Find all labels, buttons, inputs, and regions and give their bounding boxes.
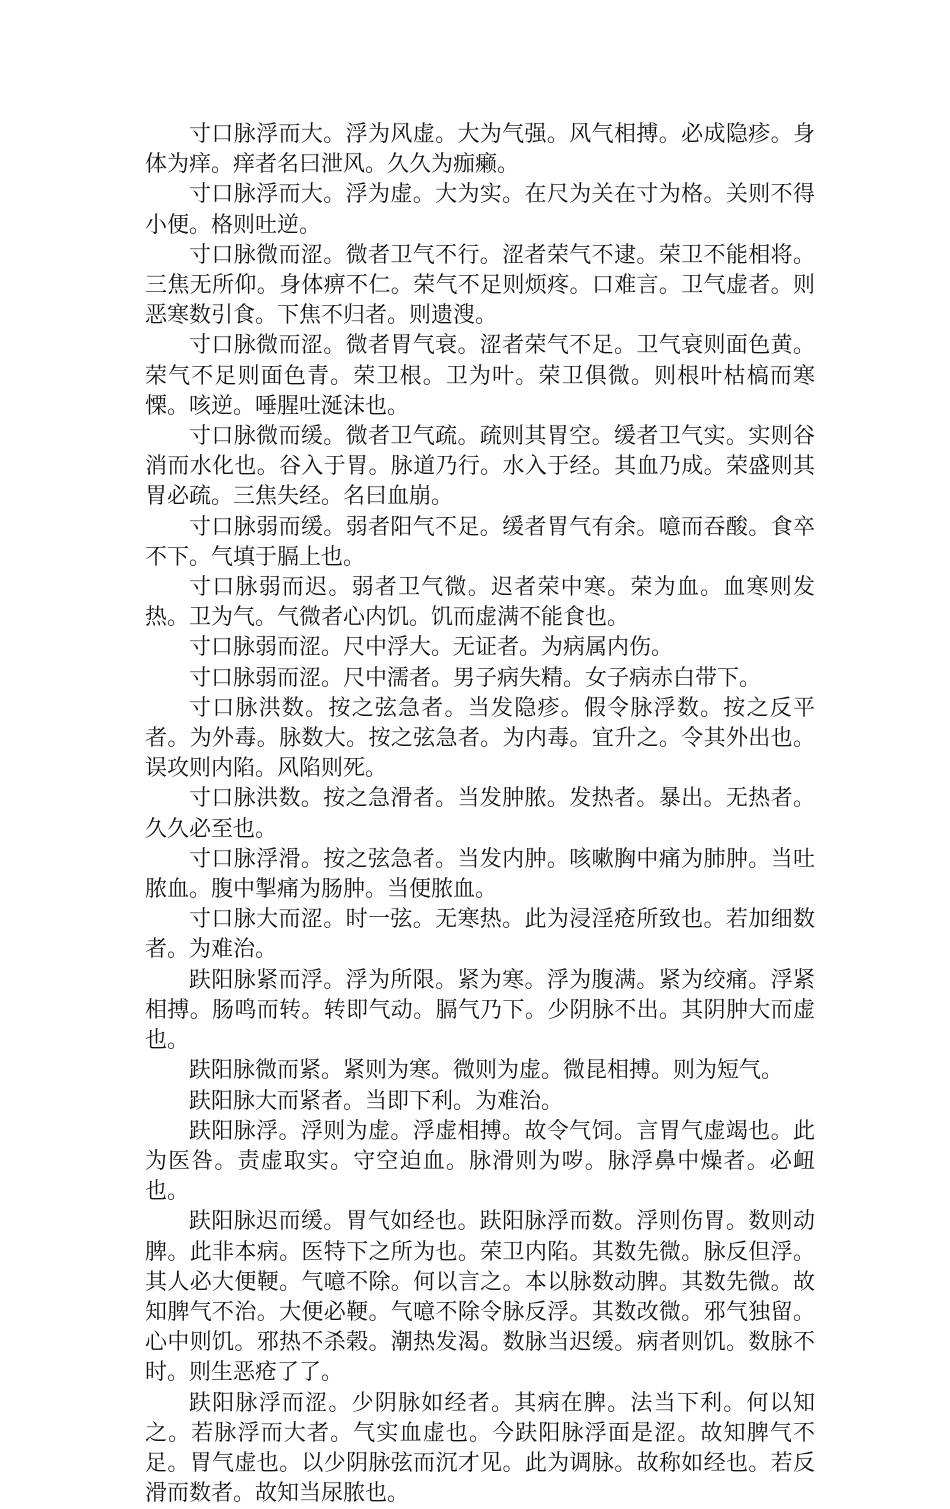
paragraph: 趺阳脉浮。浮则为虚。浮虚相搏。故令气饲。言胃气虚竭也。此为医咎。责虚取实。守空迫血。脉滑则为哕。脉浮鼻中燥者。必衄也。 <box>145 1118 815 1205</box>
paragraph: 寸口脉弱而迟。弱者卫气微。迟者荣中寒。荣为血。血寒则发热。卫为气。气微者心内饥。饥而虚满不能食也。 <box>145 575 815 631</box>
paragraph: 趺阳脉大而紧者。当即下利。为难治。 <box>189 1088 564 1114</box>
paragraph: 趺阳脉紧而浮。浮为所限。紧为寒。浮为腹满。紧为绞痛。浮紧相搏。肠鸣而转。转即气动。膈气乃下。少阴脉不出。其阴肿大而虚也。 <box>145 967 815 1054</box>
paragraph: 趺阳脉迟而缓。胃气如经也。趺阳脉浮而数。浮则伤胃。数则动脾。此非本病。医特下之所为也。荣卫内陷。其数先微。脉反但浮。其人必大便鞕。气噫不除。何以言之。本以脉数动脾。其数先微。故知脾气不治。大便必鞕。气噫不除令脉反浮。其数改微。邪气独留。心中则饥。邪热不杀榖。潮热发渴。数脉当迟缓。病者则饥。数脉不时。则生恶疮了了。 <box>145 1209 815 1386</box>
paragraph: 寸口脉微而涩。微者卫气不行。涩者荣气不逮。荣卫不能相将。三焦无所仰。身体痹不仁。荣气不足则烦疼。口难言。卫气虚者。则恶寒数引食。下焦不归者。则遗溲。 <box>145 242 815 329</box>
document-page <box>145 120 815 1509</box>
paragraph: 寸口脉微而涩。微者胃气衰。涩者荣气不足。卫气衰则面色黄。荣气不足则面色青。荣卫根。卫为叶。荣卫俱微。则根叶枯槁而寒慄。咳逆。唾腥吐涎沫也。 <box>145 333 815 419</box>
paragraph: 寸口脉弱而缓。弱者阳气不足。缓者胃气有余。噫而吞酸。食卒不下。气填于膈上也。 <box>145 514 815 570</box>
paragraph: 寸口脉大而涩。时一弦。无寒热。此为浸淫疮所致也。若加细数者。为难治。 <box>145 907 815 963</box>
paragraph: 寸口脉弱而涩。尺中濡者。男子病失精。女子病赤白带下。 <box>189 665 762 691</box>
paragraph: 趺阳脉浮而涩。少阴脉如经者。其病在脾。法当下利。何以知之。若脉浮而大者。气实血虚也。今趺阳脉浮面是涩。故知脾气不足。胃气虚也。以少阴脉弦而沉才见。此为调脉。故称如经也。若反滑而数者。故知当尿脓也。 <box>145 1390 815 1507</box>
paragraph: 寸口脉浮而大。浮为风虚。大为气强。风气相搏。必成隐疹。身体为痒。痒者名曰泄风。久久为痂癞。 <box>145 122 815 178</box>
paragraph: 寸口脉浮滑。按之弦急者。当发内肿。咳嗽胸中痛为肺肿。当吐脓血。腹中掣痛为肠肿。当便脓血。 <box>145 846 815 903</box>
paragraph: 寸口脉微而缓。微者卫气疏。疏则其胃空。缓者卫气实。实则谷消而水化也。谷入于胃。脉道乃行。水入于经。其血乃成。荣盛则其胃必疏。三焦失经。名曰血崩。 <box>145 424 815 510</box>
paragraph: 寸口脉洪数。按之弦急者。当发隐疹。假令脉浮数。按之反平者。为外毒。脉数大。按之弦急者。为内毒。宜升之。令其外出也。误攻则内陷。风陷则死。 <box>145 695 815 782</box>
paragraph: 趺阳脉微而紧。紧则为寒。微则为虚。微昆相搏。则为短气。 <box>189 1058 784 1084</box>
paragraph: 寸口脉洪数。按之急滑者。当发肿脓。发热者。暴出。无热者。久久必至也。 <box>145 786 815 842</box>
paragraph: 寸口脉弱而涩。尺中浮大。无证者。为病属内伤。 <box>189 635 674 661</box>
paragraph: 寸口脉浮而大。浮为虚。大为实。在尺为关在寸为格。关则不得小便。格则吐逆。 <box>145 182 815 238</box>
